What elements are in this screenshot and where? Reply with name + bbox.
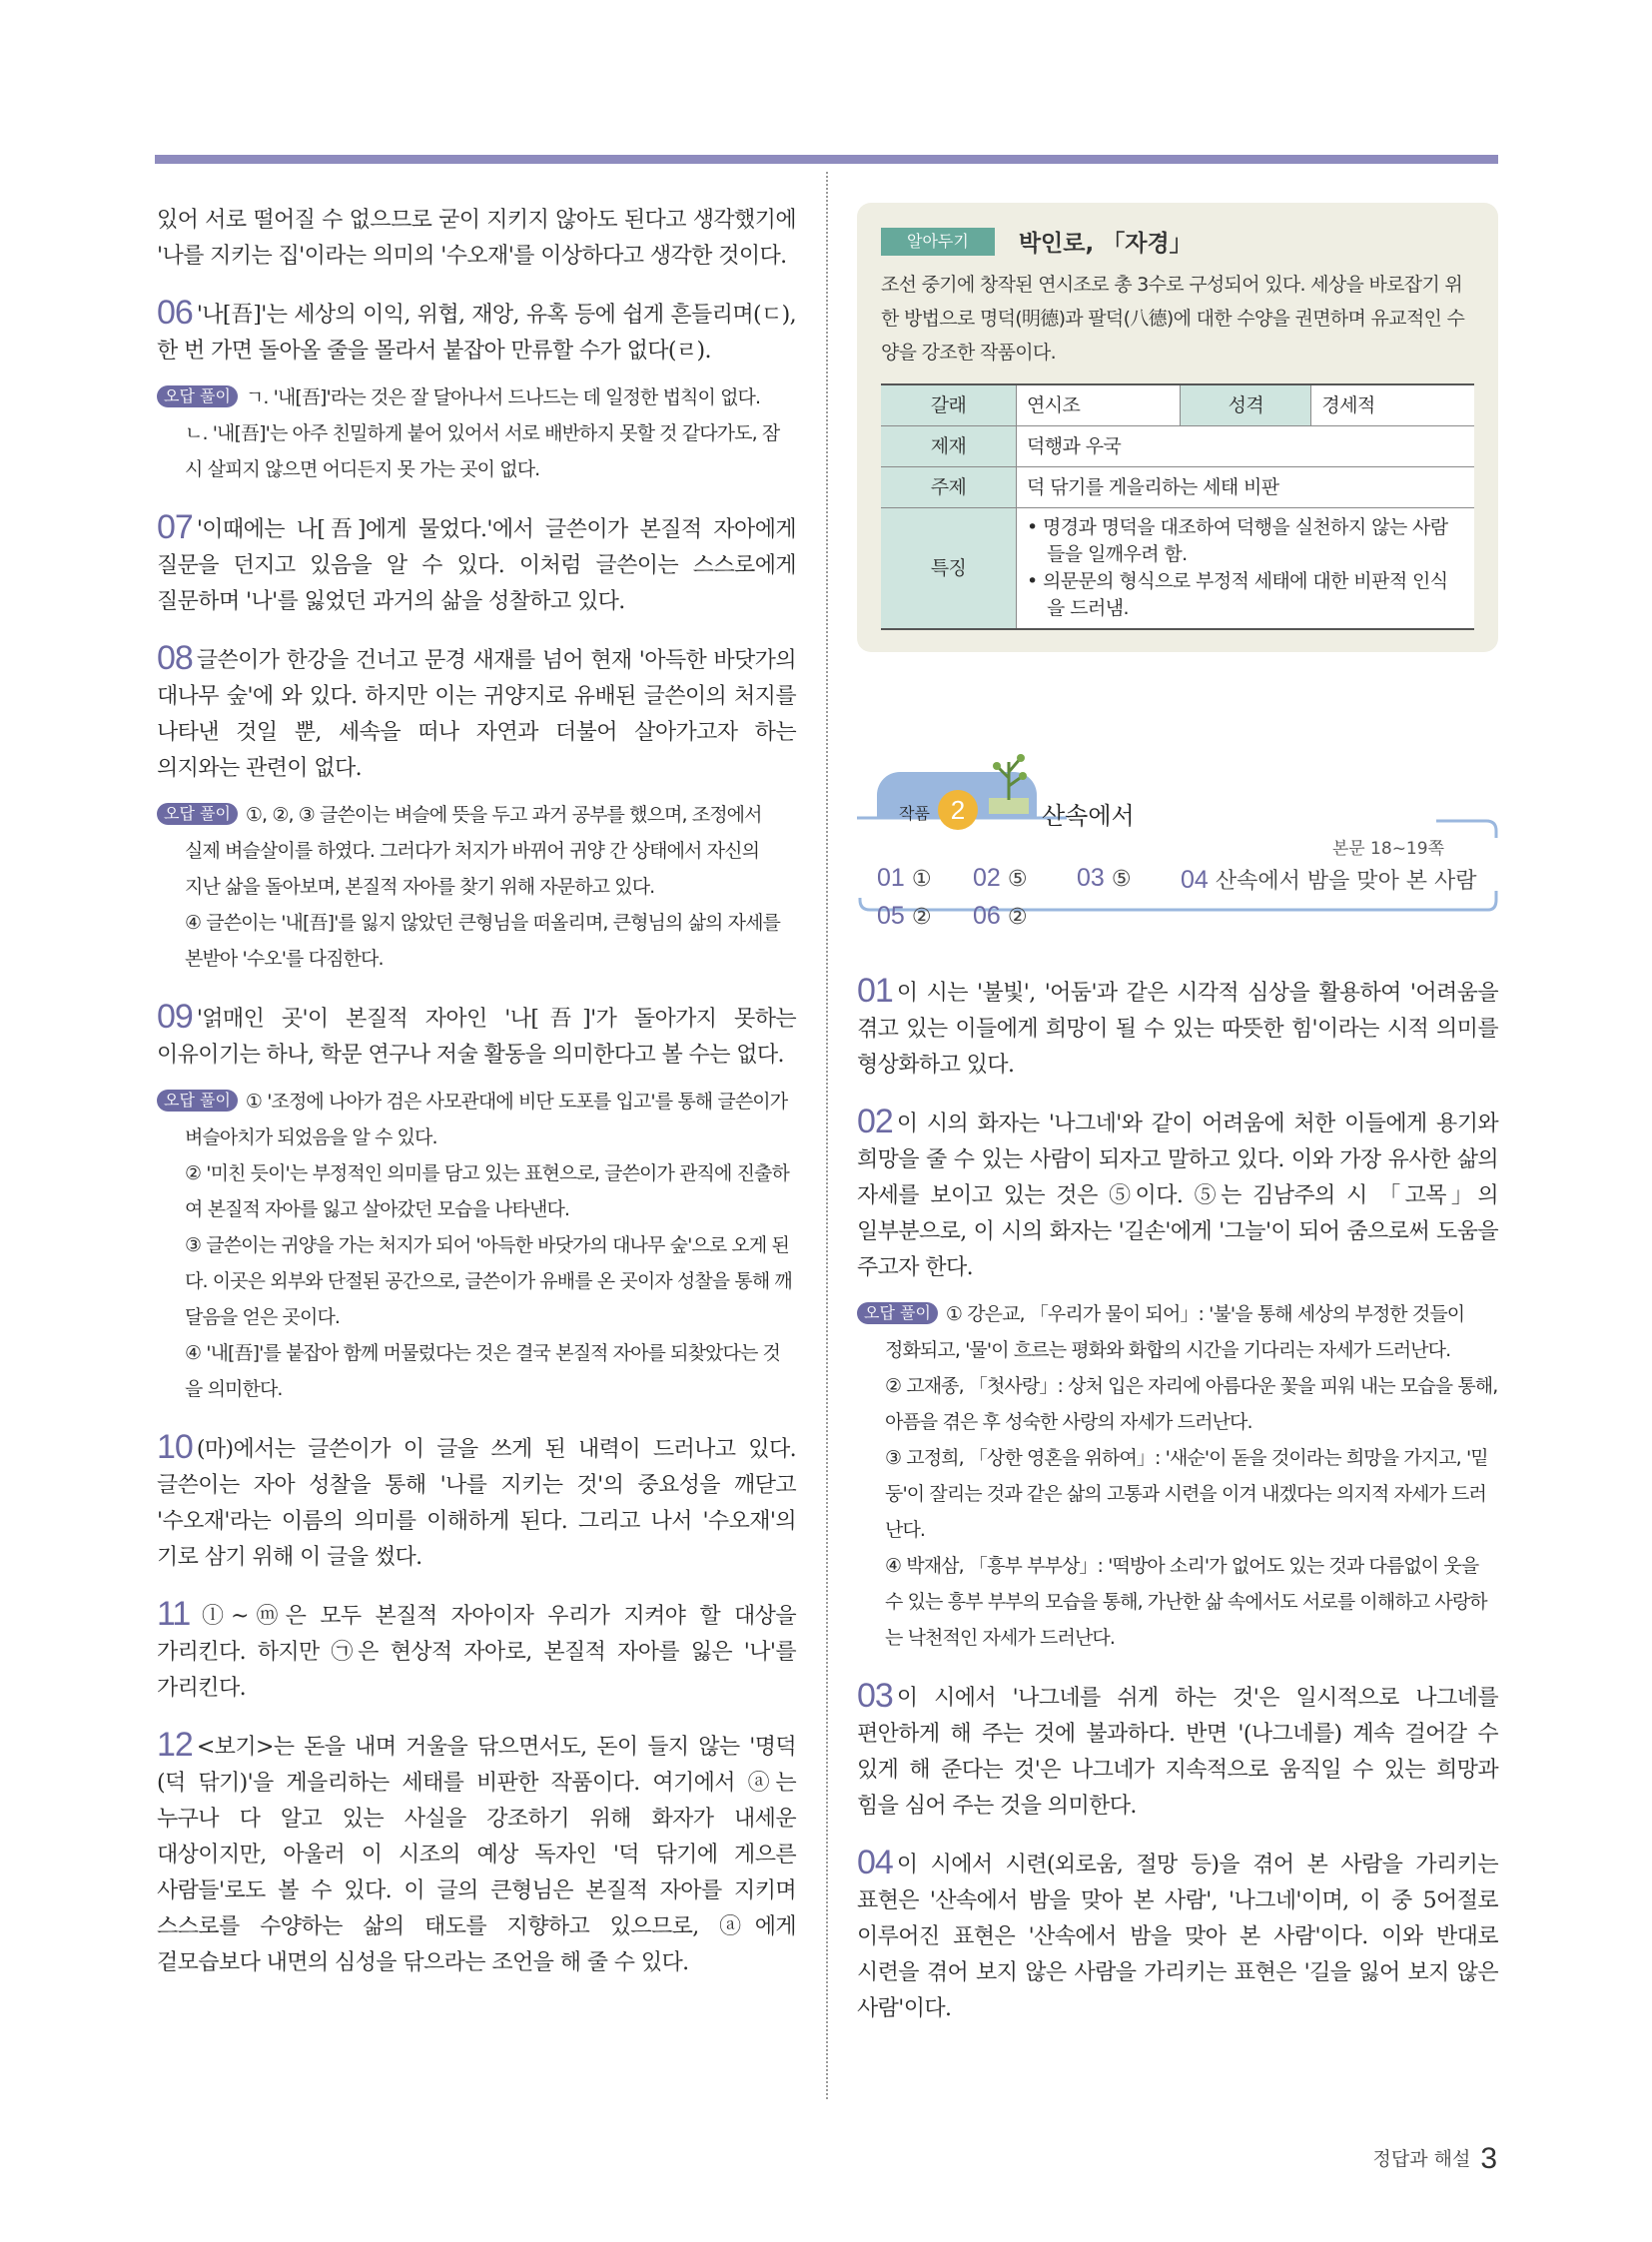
wrong-badge: 오답 풀이 (157, 385, 238, 407)
list-item: • 의문문의 형식으로 부정적 세태에 대한 비판적 인식을 드러냄. (1047, 568, 1464, 622)
wrong-line: ② '미친 듯이'는 부정적인 의미를 담고 있는 표현으로, 글쓴이가 관직에 진출하여 본질적 자아를 잃고 살아갔던 모습을 나타낸다. (185, 1162, 789, 1220)
info-table (881, 383, 1474, 630)
wrong-line: ㄱ. '내[吾]'라는 것은 잘 달아나서 드나드는 데 일정한 법칙이 없다. (245, 386, 761, 408)
top-rule (155, 155, 1498, 164)
item-text: '이때에는 나[吾]에게 물었다.'에서 글쓴이가 본질적 자아에게 질문을 던지고 있음을 알 수 있다. 이처럼 글쓴이는 스스로에게 질문하며 '나'를 잃었던 과거의 삶을 성찰하고 있다. (157, 517, 796, 614)
item-text: 이 시에서 '나그네를 쉬게 하는 것'은 일시적으로 나그네를 편안하게 해 주는 것에 불과하다. 반면 '(나그네를) 계속 걸어갈 수 있게 해 준다는 것'은 나그네가 지속적으로 움직일 수 있는 희망과 힘을 심어 주는 것을 의미한다. (857, 1686, 1498, 1819)
item-text: <보기>는 돈을 내며 거울을 닦으면서도, 돈이 들지 않는 '명덕(덕 닦기)'을 게을리하는 세태를 비판한 작품이다. 여기에서 ⓐ는 누구나 다 알고 있는 사실을 강조하기 위해 화자가 내세운 대상이지만, 아울러 이 시조의 예상 독자인 '덕 닦기에 게으른 사람들'로도 볼 수 있다. 이 글의 큰형님은 본질적 자아를 지키며 스스로를 수양하는 삶의 태도를 지향하고 있으므로, ⓐ에게 겉모습보다 내면의 심성을 닦으라는 조언을 해 줄 수 있다. (157, 1735, 796, 1975)
footer-label: 정답과 해설 (1372, 2148, 1471, 2170)
wrong-explanation-08 (157, 797, 796, 977)
wrong-line: ④ 박재삼, 「흥부 부부상」: '떡방아 소리'가 없어도 있는 것과 다름없이 웃을 수 있는 흥부 부부의 모습을 통해, 가난한 삶 속에서도 서로를 이해하고 사랑하는 낙천적인 자세가 드러난다. (885, 1555, 1487, 1649)
table-value: 덕행과 우국 (1017, 426, 1475, 467)
answer-item: 04 산속에서 밤을 맞아 본 사람 (1181, 866, 1477, 894)
left-column (157, 203, 796, 2001)
wrong-badge: 오답 풀이 (857, 1302, 938, 1324)
item-12 (157, 1727, 796, 1981)
table-key: 주제 (881, 467, 1017, 508)
page-reference: 본문 18~19쪽 (1331, 839, 1444, 859)
wrong-line: ①, ②, ③ 글쓴이는 벼슬에 뜻을 두고 과거 공부를 했으며, 조정에서 실제 벼슬살이를 하였다. 그러다가 처지가 바뀌어 귀양 간 상태에서 자신의 지난 삶을 돌아보며, 본질적 자아를 찾기 위해 자문하고 있다. (185, 804, 762, 898)
item-number: 04 (857, 1844, 893, 1881)
item-number: 12 (157, 1726, 193, 1764)
wrong-badge: 오답 풀이 (157, 803, 238, 825)
table-row (881, 426, 1474, 467)
work-number: 2 (938, 790, 978, 830)
wrong-line: ③ 고정희, 「상한 영혼을 위하여」: '새순'이 돋을 것이라는 희망을 가지고, '밑둥'이 잘리는 것과 같은 삶의 고통과 시련을 이겨 내겠다는 의지적 자세가 드러난다. (885, 1447, 1488, 1541)
item-number: 11 (157, 1595, 191, 1633)
item-11 (157, 1596, 796, 1707)
wrong-line: ④ 글쓴이는 '내[吾]'를 잃지 않았던 큰형님을 떠올리며, 큰형님의 삶의 자세를 본받아 '수오'를 다짐한다. (185, 912, 781, 970)
wrong-line: ① '조정에 나아가 검은 사모관대에 비단 도포를 입고'를 통해 글쓴이가 벼슬아치가 되었음을 알 수 있다. (185, 1091, 788, 1148)
right-column (857, 203, 1498, 2047)
wrong-line: ④ '내[吾]'를 붙잡아 함께 머물렀다는 것은 결국 본질적 자아를 되찾았다는 것을 의미한다. (185, 1342, 781, 1400)
item-08 (157, 640, 796, 787)
page-number: 3 (1480, 2142, 1497, 2175)
note-title: 박인로, 「자경」 (1018, 231, 1193, 257)
item-10 (157, 1429, 796, 1576)
item-text: 이 시는 '불빛', '어둠'과 같은 시각적 심상을 활용하여 '어려움을 겪고 있는 이들에게 희망이 될 수 있는 따뜻한 힘'이라는 시적 의미를 형상화하고 있다. (857, 981, 1498, 1078)
item-text: ⓛ~ⓜ은 모두 본질적 자아이자 우리가 지켜야 할 대상을 가리킨다. 하지만 ㉠은 현상적 자아로, 본질적 자아를 잃은 '나'를 가리킨다. (157, 1604, 796, 1701)
page-footer (1373, 2142, 1498, 2176)
item-07 (157, 509, 796, 620)
wrong-explanation-09 (157, 1084, 796, 1407)
table-value: 덕 닦기를 게을리하는 세태 비판 (1017, 467, 1475, 508)
note-description: 조선 중기에 창작된 연시조로 총 3수로 구성되어 있다. 세상을 바로잡기 위한 방법으로 명덕(明德)과 팔덕(八德)에 대한 수양을 권면하며 유교적인 수양을 강조한 작품이다. (881, 274, 1465, 364)
table-value: 경세적 (1311, 384, 1474, 426)
table-key: 특징 (881, 508, 1017, 630)
item-text: 이 시의 화자는 '나그네'와 같이 어려움에 처한 이들에게 용기와 희망을 줄 수 있는 사람이 되자고 말하고 있다. 이와 가장 유사한 삶의 자세를 보이고 있는 것은 ⑤이다. ⑤는 김남주의 시 「고목」의 일부분으로, 이 시의 화자는 '길손'에게 '그늘'이 되어 줌으로써 도움을 주고자 한다. (857, 1112, 1498, 1280)
wrong-line: ① 강은교, 「우리가 물이 되어」: '불'을 통해 세상의 부정한 것들이 정화되고, '물'이 흐르는 평화와 화합의 시간을 기다리는 자세가 드러난다. (885, 1303, 1465, 1361)
wrong-line: ㄴ. '내[吾]'는 아주 친밀하게 붙어 있어서 서로 배반하지 못할 것 같다가도, 잠시 살피지 않으면 어디든지 못 가는 곳이 없다. (185, 422, 780, 480)
wrong-line: ③ 글쓴이는 귀양을 가는 처지가 되어 '아득한 바닷가의 대나무 숲'으로 오게 된다. 이곳은 외부와 단절된 공간으로, 글쓴이가 유배를 온 곳이자 성찰을 통해 깨달음을 얻은 곳이다. (185, 1234, 792, 1328)
work-label: 작품 (899, 804, 930, 823)
item-01 (857, 973, 1498, 1084)
item-text: 이 시에서 시련(외로움, 절망 등)을 겪어 본 사람을 가리키는 표현은 '산속에서 밤을 맞아 본 사람', '나그네'이며, 이 중 5어절로 이루어진 표현은 '산속에서 밤을 맞아 본 사람'이다. 이와 반대로 시련을 겪어 보지 않은 사람을 가리키는 표현은 '길을 잃어 보지 않은 사람'이다. (857, 1853, 1498, 2021)
item-number: 02 (857, 1103, 893, 1140)
item-text: '나[吾]'는 세상의 이익, 위협, 재앙, 유혹 등에 쉽게 흔들리며(ㄷ), 한 번 가면 돌아올 줄을 몰라서 붙잡아 만류할 수가 없다(ㄹ). (157, 303, 796, 364)
wrong-explanation-06 (157, 379, 796, 487)
table-key: 제재 (881, 426, 1017, 467)
table-key: 갈래 (881, 384, 1017, 426)
item-text: (마)에서는 글쓴이가 이 글을 쓰게 된 내력이 드러나고 있다. 글쓴이는 자아 성찰을 통해 '나를 지키는 것'의 중요성을 깨닫고 '수오재'라는 이름의 의미를 이해하게 된다. 그리고 나서 '수오재'의 기로 삼기 위해 이 글을 썼다. (157, 1437, 796, 1570)
item-number: 07 (157, 508, 193, 546)
table-row (881, 384, 1474, 426)
work-title: 산속에서 (1042, 802, 1135, 830)
intro-paragraph: 있어 서로 떨어질 수 없으므로 굳이 지키지 않아도 된다고 생각했기에 '나를 지키는 집'이라는 의미의 '수오재'를 이상하다고 생각한 것이다. (157, 208, 796, 269)
item-number: 09 (157, 998, 193, 1036)
item-text: 글쓴이가 한강을 건너고 문경 새재를 넘어 현재 '아득한 바닷가의 대나무 숲'에 와 있다. 하지만 이는 귀양지로 유배된 글쓴이의 처지를 나타낸 것일 뿐, 세속을 떠나 자연과 더불어 살아가고자 하는 의지와는 관련이 없다. (157, 648, 796, 781)
note-tag: 알아두기 (881, 228, 995, 256)
wrong-line: ② 고재종, 「첫사랑」: 상처 입은 자리에 아름다운 꽃을 피워 내는 모습을 통해, 아픔을 겪은 후 성숙한 사랑의 자세가 드러난다. (885, 1375, 1498, 1433)
answer-item: 03 ⑤ (1077, 864, 1132, 892)
item-06 (157, 295, 796, 370)
feature-list (1027, 514, 1464, 622)
answer-item: 02 ⑤ (973, 864, 1028, 892)
item-number: 03 (857, 1677, 893, 1715)
item-number: 06 (157, 294, 193, 332)
item-number: 01 (857, 972, 893, 1010)
item-02 (857, 1104, 1498, 1286)
table-key: 성격 (1181, 384, 1311, 426)
item-number: 08 (157, 639, 193, 677)
note-box (857, 203, 1498, 652)
list-item: • 명경과 명덕을 대조하여 덕행을 실천하지 않는 사람들을 일깨우려 함. (1047, 514, 1464, 568)
wrong-explanation-02 (857, 1296, 1498, 1656)
table-value (1017, 508, 1475, 630)
plant-icon (985, 748, 1045, 818)
table-row (881, 508, 1474, 630)
answer-item: 01 ① (877, 864, 932, 892)
wrong-badge: 오답 풀이 (157, 1090, 238, 1112)
answer-section (857, 748, 1498, 963)
column-divider (826, 172, 828, 2099)
item-number: 10 (157, 1428, 193, 1466)
answer-item: 05 ② (877, 902, 932, 930)
answer-item: 06 ② (973, 902, 1028, 930)
item-09 (157, 999, 796, 1074)
item-03 (857, 1678, 1498, 1825)
item-04 (857, 1845, 1498, 2027)
item-text: '얽매인 곳'이 본질적 자아인 '나[吾]'가 돌아가지 못하는 이유이기는 하나, 학문 연구나 저술 활동을 의미한다고 볼 수는 없다. (157, 1007, 796, 1068)
table-value: 연시조 (1017, 384, 1181, 426)
table-row (881, 467, 1474, 508)
